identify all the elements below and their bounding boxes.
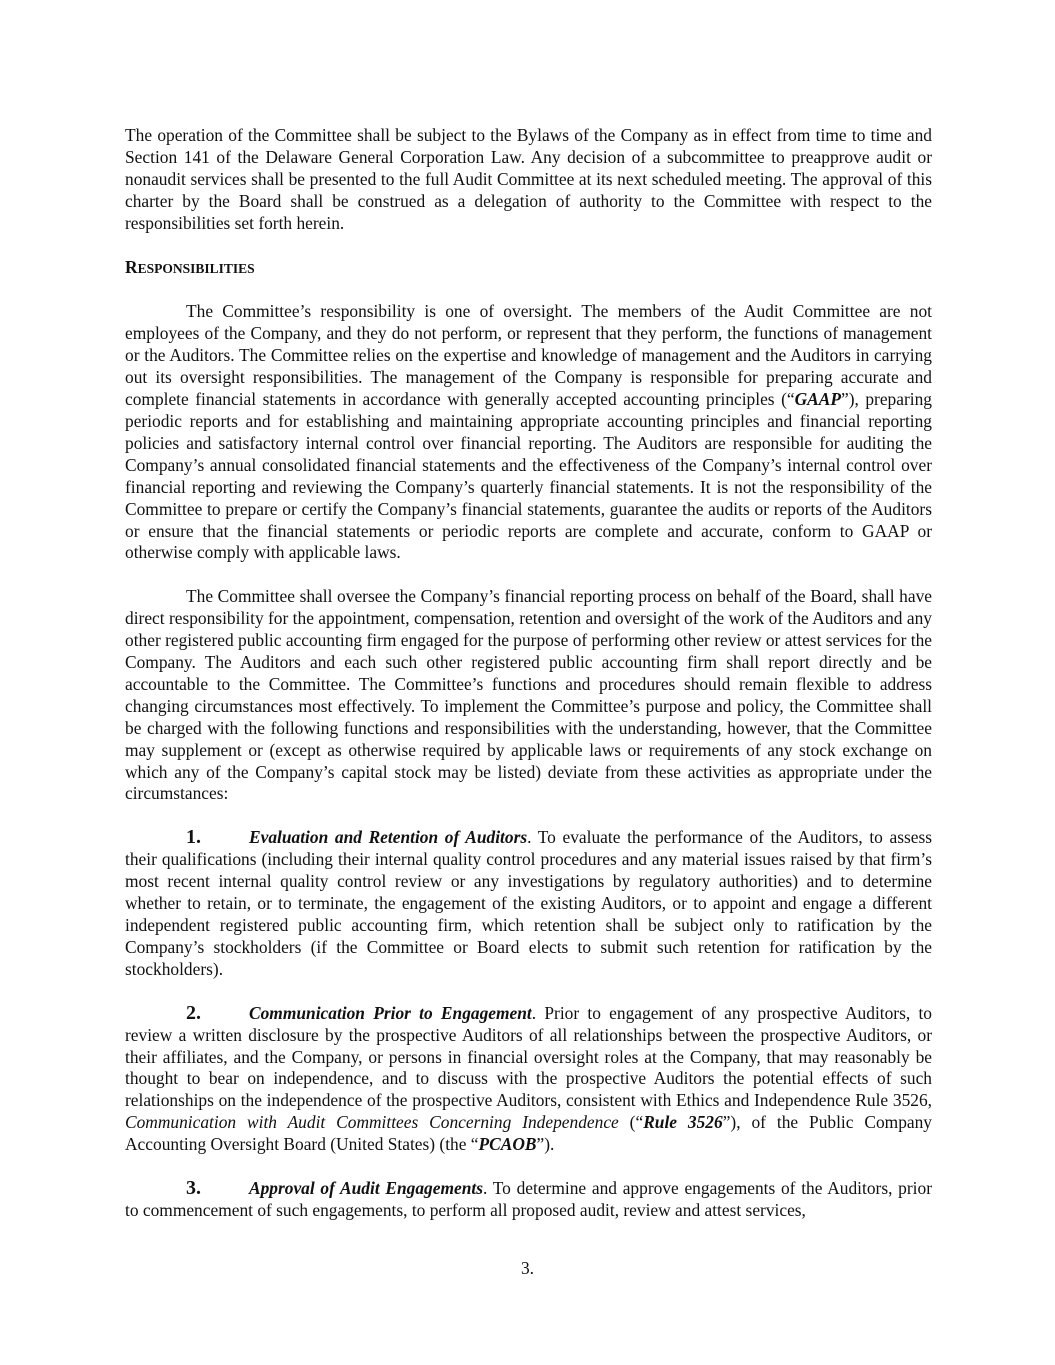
item-3 bbox=[125, 1178, 932, 1222]
page-number: 3. bbox=[520, 1258, 535, 1278]
item-2-text-a: . Prior to engagement of any prospective Auditors, to review a written disclosure by the prospective Auditors of all relationships between the prospective Auditors, or their affiliates, and the Company, or persons in financial oversight roles at the Company, that may reasonably be thought to bear on independence, and to discuss with the prospective Auditors the potential effects of such relationships on the independence of the prospective Auditors, consistent with Ethics and Independence Rule 3526, bbox=[125, 1002, 932, 1111]
item-1-number: 1. bbox=[186, 826, 201, 849]
item-3-number: 3. bbox=[186, 1177, 201, 1200]
item-2-text-c: ”), of the Public Company Accounting Oversight Board (United States) (the “ bbox=[125, 1112, 932, 1155]
rule-title: Communication with Audit Committees Concerning Independence bbox=[125, 1112, 619, 1133]
page-content bbox=[125, 125, 932, 1222]
heading-rest: ESPONSIBILITIES bbox=[137, 260, 255, 276]
oversight-paragraph bbox=[125, 301, 932, 564]
section-heading bbox=[125, 257, 932, 280]
item-2-number: 2. bbox=[186, 1001, 201, 1024]
item-2-title: Communication Prior to Engagement bbox=[249, 1002, 532, 1023]
rule-3526-term: Rule 3526 bbox=[643, 1112, 723, 1133]
item-3-title: Approval of Audit Engagements bbox=[249, 1178, 483, 1199]
item-1-text: . To evaluate the performance of the Auditors, to assess their qualifications (including their internal quality control procedures and any material issues raised by that firm’s most recent internal quality control review or any investigations by regulatory authorities) and to determine whether to retain, or to terminate, the engagement of the existing Auditors, or to appoint and engage a different independent registered public accounting firm, which retention shall be subject only to ratification by the Company’s stockholders (if the Committee or Board elects to submit such retention for ratification by the stockholders). bbox=[125, 827, 932, 979]
item-2 bbox=[125, 1003, 932, 1156]
oversight-text-a: The Committee’s responsibility is one of oversight. The members of the Audit Committee are not employees of the Company, and they do not perform, or represent that they perform, the functions of management or the Auditors. The Committee relies on the expertise and knowledge of management and the Auditors in carrying out its oversight responsibilities. The management of the Company is responsible for preparing accurate and complete financial statements in accordance with generally accepted accounting principles (“ bbox=[125, 301, 932, 410]
intro-paragraph: The operation of the Committee shall be subject to the Bylaws of the Company as in effect from time to time and Section 141 of the Delaware General Corporation Law. Any decision of a subcommittee to preapprove audit or nonaudit services shall be presented to the full Audit Committee at its next scheduled meeting. The approval of this charter by the Board shall be construed as a delegation of authority to the Committee with respect to the responsibilities set forth herein. bbox=[125, 125, 932, 233]
item-2-text-d: ”). bbox=[536, 1134, 555, 1155]
heading-first-letter: R bbox=[125, 256, 138, 277]
oversight-text-b: ”), preparing periodic reports and for establishing and maintaining appropriate accounting principles and financial reporting policies and satisfactory internal control over financial reporting. The Auditors are responsible for auditing the Company’s annual consolidated financial statements and the effectiveness of the Company’s internal control over financial reporting and reviewing the Company’s quarterly financial statements. It is not the responsibility of the Committee to prepare or certify the Company’s financial statements, guarantee the audits or reports of the Auditors or ensure that the financial statements or periodic reports are complete and accurate, conform to GAAP or otherwise comply with applicable laws. bbox=[125, 389, 932, 563]
item-1 bbox=[125, 827, 932, 980]
functions-paragraph: The Committee shall oversee the Company’s financial reporting process on behalf of the Board, shall have direct responsibility for the appointment, compensation, retention and oversight of the work of the Auditors and any other registered public accounting firm engaged for the purpose of performing other review or attest services for the Company. The Auditors and each such other registered public accounting firm shall report directly and be accountable to the Committee. The Committee’s functions and procedures should remain flexible to address changing circumstances most effectively. To implement the Committee’s purpose and policy, the Committee shall be charged with the following functions and responsibilities with the understanding, however, that the Committee may supplement or (except as otherwise required by applicable laws or requirements of any stock exchange on which any of the Company’s capital stock may be listed) deviate from these activities as appropriate under the circumstances: bbox=[125, 586, 932, 804]
gaap-term: GAAP bbox=[794, 389, 841, 410]
item-1-title: Evaluation and Retention of Auditors bbox=[249, 827, 528, 848]
pcaob-term: PCAOB bbox=[478, 1134, 537, 1155]
item-3-text: . To determine and approve engagements of the Auditors, prior to commencement of such engagements, to perform all proposed audit, review and attest services, bbox=[125, 1178, 932, 1220]
item-2-text-b: (“ bbox=[618, 1112, 644, 1133]
